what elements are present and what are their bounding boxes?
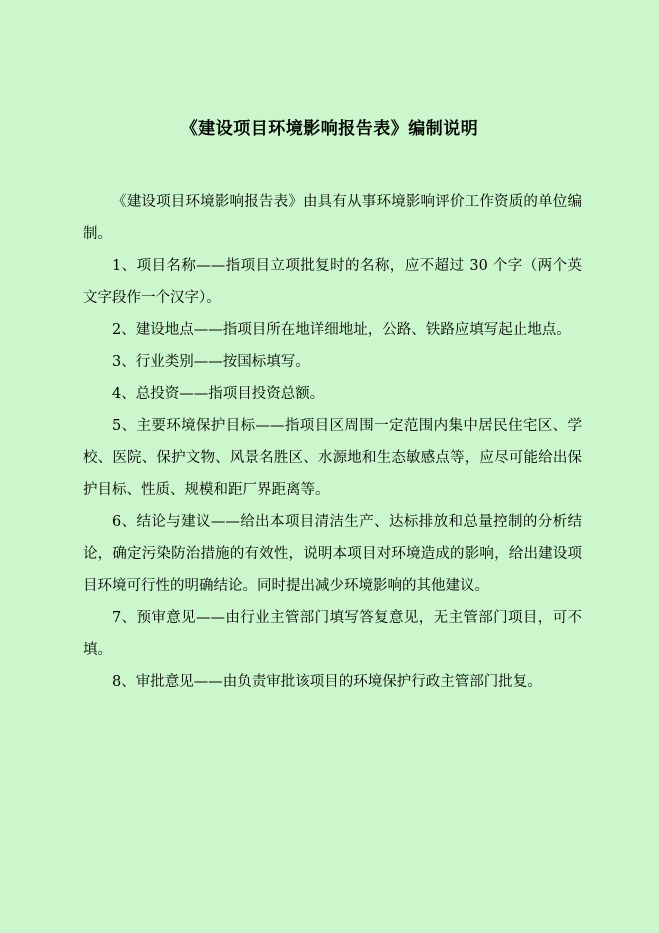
paragraph-item-4: 4、总投资——指项目投资总额。 bbox=[112, 386, 325, 402]
document-title: 《建设项目环境影响报告表》编制说明 bbox=[180, 119, 479, 139]
paragraph-item-2: 2、建设地点——指项目所在地详细地址，公路、铁路应填写起止地点。 bbox=[112, 322, 571, 338]
paragraph-item-1: 1、项目名称——指项目立项批复时的名称，应不超过 30 个字（两个英文字段作一个汉字）。 bbox=[83, 258, 582, 306]
paragraph-item-6: 6、结论与建议——给出本项目清洁生产、达标排放和总量控制的分析结论，确定污染防治措施的有效性，说明本项目对环境造成的影响，给出建设项目环境可行性的明确结论。同时提出减少环境影响的其他建议。 bbox=[83, 514, 582, 594]
paragraph-intro: 《建设项目环境影响报告表》由具有从事环境影响评价工作资质的单位编制。 bbox=[83, 194, 582, 242]
paragraph-item-3: 3、行业类别——按国标填写。 bbox=[112, 354, 310, 370]
paragraph-item-5: 5、主要环境保护目标——指项目区周围一定范围内集中居民住宅区、学校、医院、保护文物、风景名胜区、水源地和生态敏感点等，应尽可能给出保护目标、性质、规模和距厂界距离等。 bbox=[83, 418, 582, 498]
paragraph-item-8: 8、审批意见——由负责审批该项目的环境保护行政主管部门批复。 bbox=[112, 674, 542, 690]
paragraph-item-7: 7、预审意见——由行业主管部门填写答复意见，无主管部门项目，可不填。 bbox=[83, 610, 582, 658]
document-body bbox=[83, 186, 582, 698]
